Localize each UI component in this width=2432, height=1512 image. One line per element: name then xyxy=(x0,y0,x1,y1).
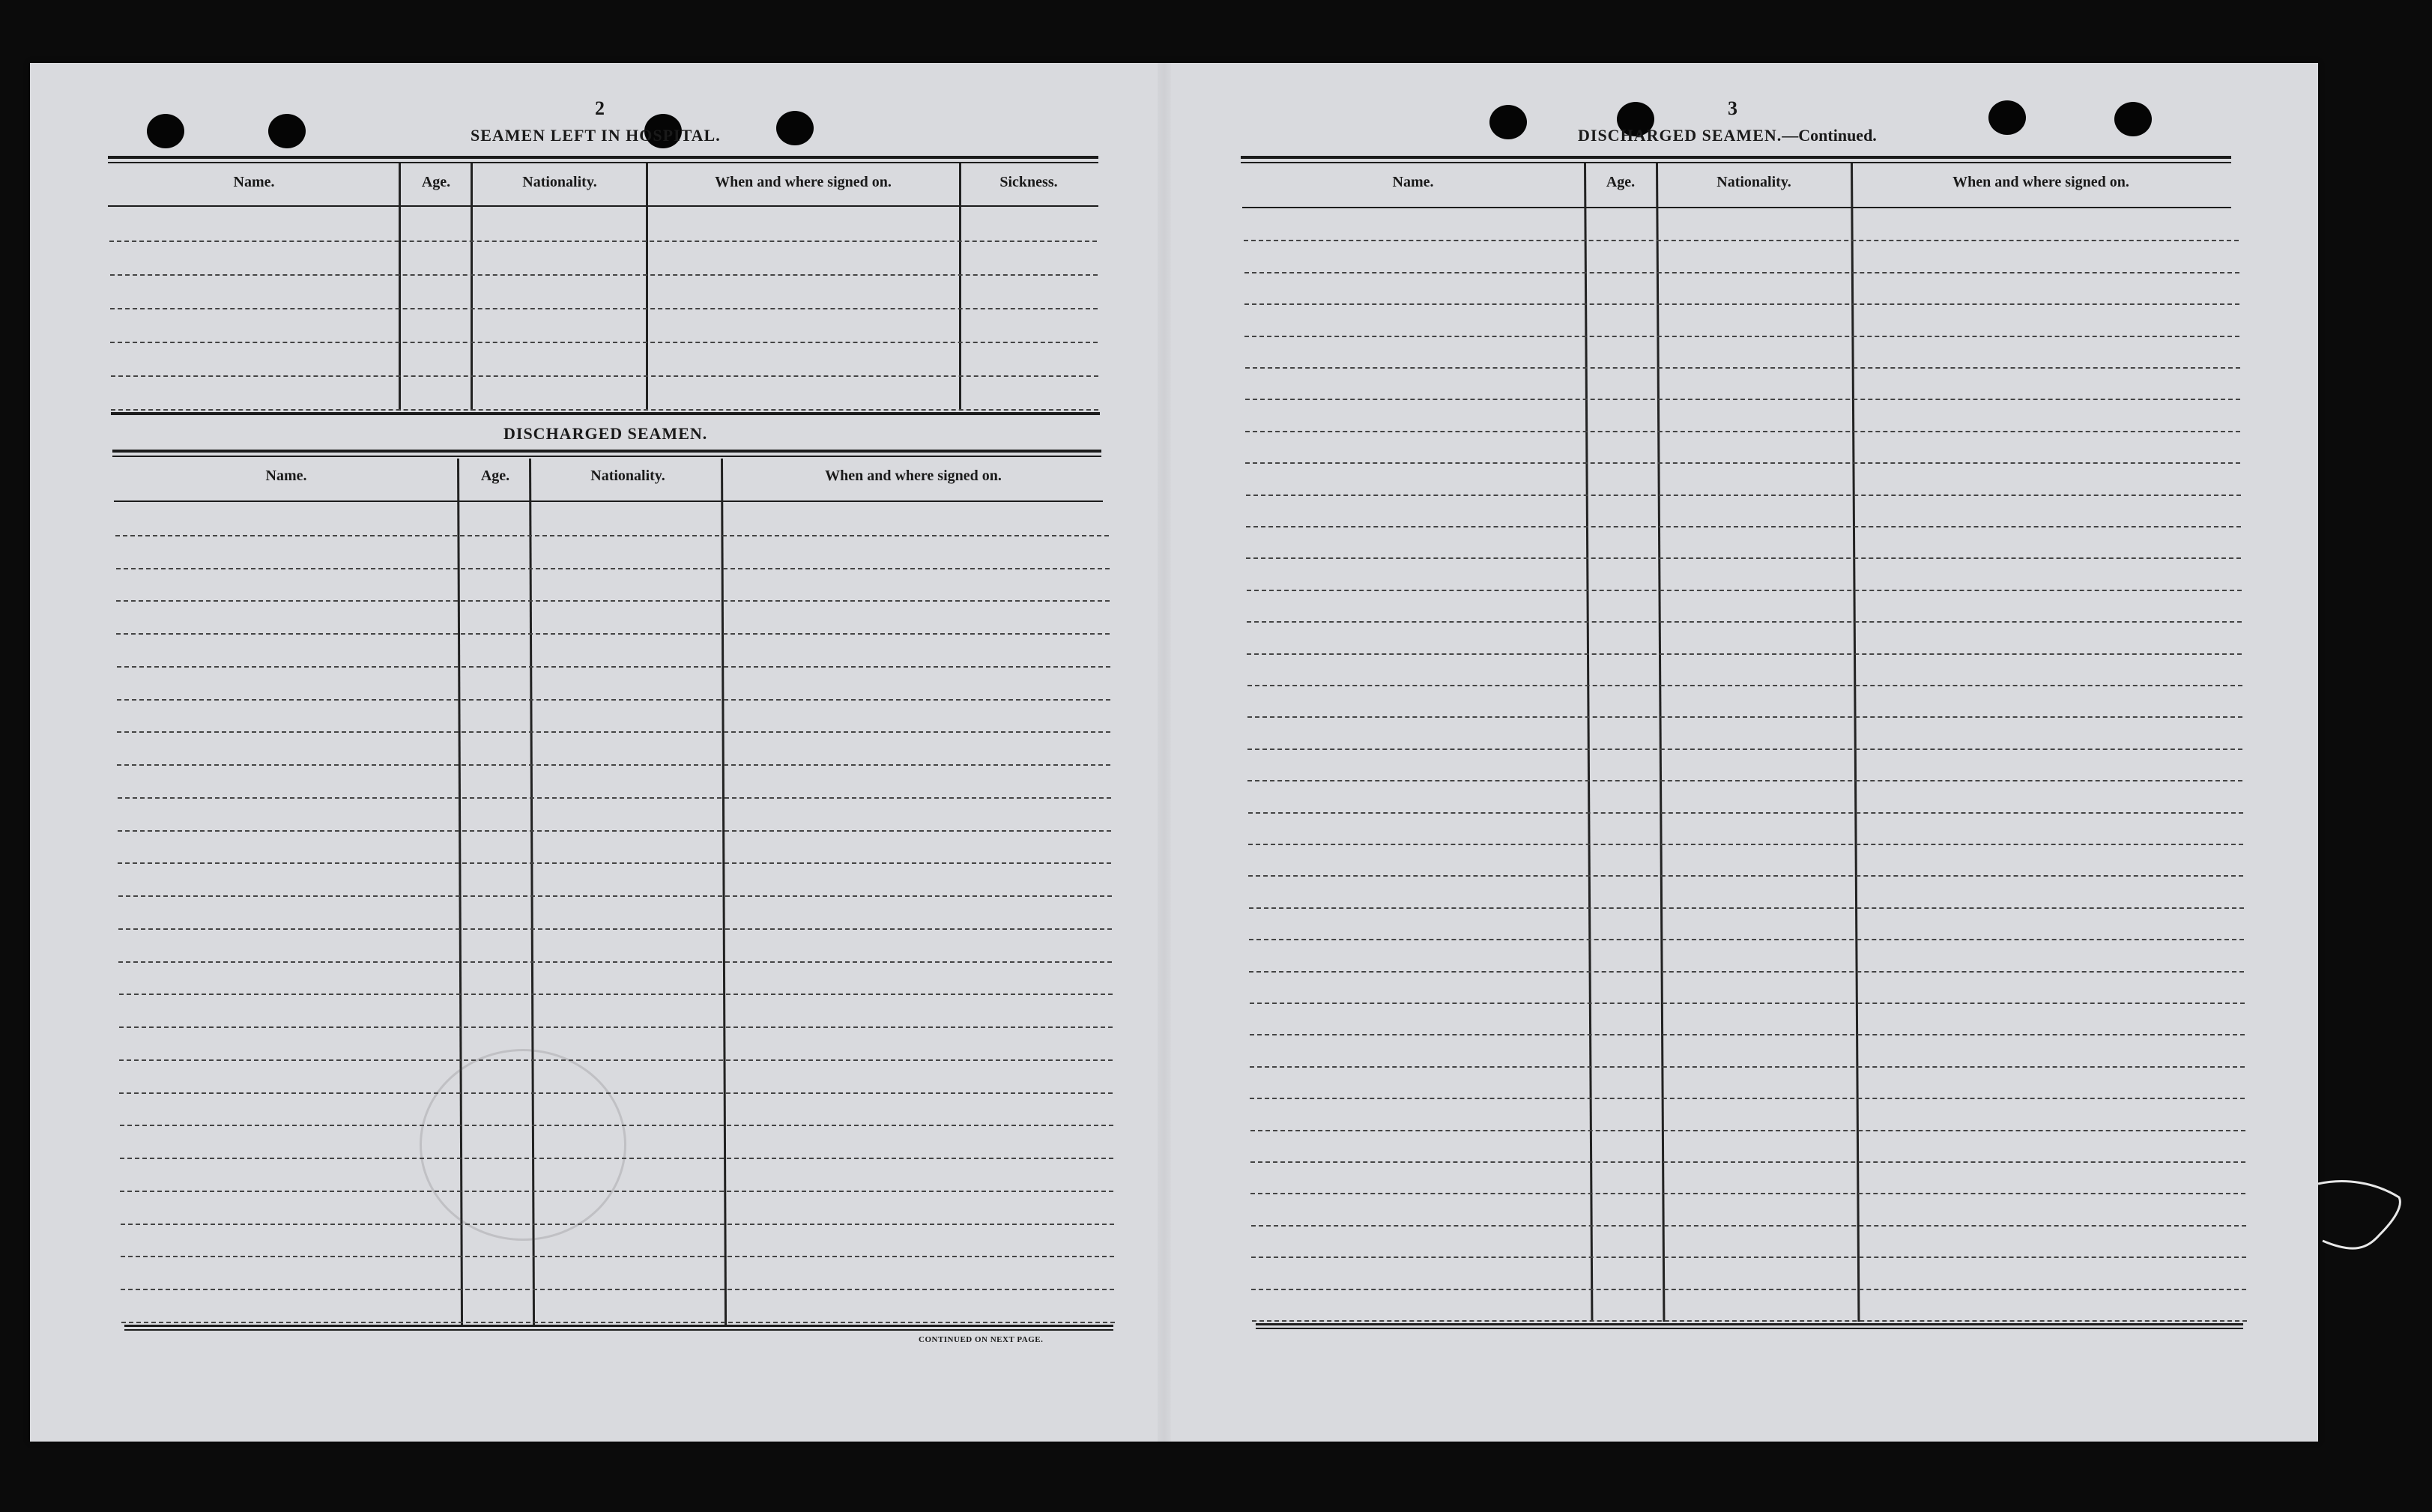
page-number-right: 3 xyxy=(1728,97,1737,119)
ruled-row-line xyxy=(121,1224,1114,1225)
ruled-row-line xyxy=(121,1289,1114,1290)
ruled-row-line xyxy=(1250,1130,2245,1131)
punch-hole xyxy=(1489,105,1527,139)
ruled-row-line xyxy=(117,731,1110,733)
right-head-rule xyxy=(1242,207,2231,208)
ruled-row-line xyxy=(1247,621,2242,623)
tag-string-loop xyxy=(2315,1176,2413,1259)
ruled-row-line xyxy=(1250,1003,2245,1004)
discharged-col-name: Name. xyxy=(265,468,307,484)
ruled-row-line xyxy=(1248,875,2243,877)
ruled-row-line xyxy=(1247,749,2242,750)
ruled-row-line xyxy=(119,1026,1113,1028)
ruled-row-line xyxy=(1245,462,2240,464)
discharged-head-rule xyxy=(114,501,1103,502)
hospital-col-age: Age. xyxy=(421,174,451,190)
right-bottom-rule-thin xyxy=(1256,1328,2243,1329)
ruled-row-line xyxy=(119,1092,1113,1094)
right-top-rule-thin xyxy=(1241,162,2231,163)
ruled-row-line xyxy=(117,699,1110,701)
discharged-bottom-rule-thin xyxy=(124,1329,1113,1331)
hospital-col-divider xyxy=(959,163,961,411)
ruled-row-line xyxy=(1251,1225,2246,1227)
ruled-row-line xyxy=(1251,1257,2246,1258)
hospital-col-sickness: Sickness. xyxy=(999,174,1058,190)
punch-hole xyxy=(268,114,306,148)
ruled-row-line xyxy=(119,994,1113,995)
ruled-row-line xyxy=(117,764,1110,766)
discharged-continued-title-suffix: —Continued. xyxy=(1782,126,1877,145)
ruled-row-line xyxy=(110,342,1098,343)
discharged-col-nationality: Nationality. xyxy=(590,468,665,484)
ruled-row-line xyxy=(1250,1098,2245,1099)
center-fold xyxy=(1158,63,1171,1442)
ruled-row-line xyxy=(118,862,1111,864)
ruled-row-line xyxy=(1247,716,2242,718)
ruled-row-line xyxy=(1249,971,2244,973)
discharged-continued-title xyxy=(1578,126,1877,145)
ruled-row-line xyxy=(1244,272,2239,273)
discharged-continued-title-main: DISCHARGED SEAMEN. xyxy=(1578,126,1782,145)
ruled-row-line xyxy=(1249,907,2244,909)
ruled-row-line xyxy=(110,308,1098,309)
ruled-row-line xyxy=(1245,399,2240,400)
discharged-col-age: Age. xyxy=(480,468,510,484)
page-number-left: 2 xyxy=(595,97,605,119)
punch-hole xyxy=(147,114,184,148)
discharged-top-rule xyxy=(112,450,1101,453)
ruled-row-line xyxy=(118,961,1112,963)
ruled-row-line xyxy=(1247,685,2242,686)
ruled-row-line xyxy=(1247,590,2242,591)
ruled-row-line xyxy=(1250,1066,2245,1068)
ruled-row-line xyxy=(1248,844,2243,845)
ruled-row-line xyxy=(1246,526,2241,527)
discharged-bottom-rule xyxy=(124,1325,1113,1327)
ruled-row-line xyxy=(116,568,1110,569)
faded-stamp xyxy=(420,1049,626,1241)
ruled-row-line xyxy=(1244,240,2239,241)
ruled-row-line xyxy=(110,274,1098,276)
ruled-row-line xyxy=(1252,1320,2247,1322)
ruled-row-line xyxy=(1250,1193,2245,1194)
ruled-row-line xyxy=(111,375,1098,377)
discharged-top-rule-thin xyxy=(112,456,1101,457)
ruled-row-line xyxy=(117,666,1110,668)
hospital-bottom-rule xyxy=(111,412,1100,415)
ruled-row-line xyxy=(116,633,1110,635)
ruled-row-line xyxy=(121,1256,1114,1257)
ruled-row-line xyxy=(1247,653,2242,655)
discharged-col-signed-on: When and where signed on. xyxy=(825,468,1002,484)
ruled-row-line xyxy=(1250,1034,2245,1035)
hospital-top-rule xyxy=(108,156,1098,159)
hospital-top-rule-thin xyxy=(108,162,1098,163)
punch-hole xyxy=(776,111,814,145)
ruled-row-line xyxy=(116,600,1110,602)
ruled-row-line xyxy=(1248,812,2243,814)
ruled-row-line xyxy=(118,830,1111,832)
hospital-section-title: SEAMEN LEFT IN HOSPITAL. xyxy=(471,126,721,145)
punch-hole xyxy=(2114,102,2152,136)
ruled-row-line xyxy=(1251,1289,2246,1290)
punch-hole xyxy=(1988,100,2026,135)
ruled-row-line xyxy=(118,928,1112,930)
ruled-row-line xyxy=(115,535,1109,536)
hospital-col-divider xyxy=(646,163,648,411)
ruled-row-line xyxy=(1245,431,2240,432)
right-bottom-rule xyxy=(1256,1323,2243,1325)
right-col-age: Age. xyxy=(1606,174,1636,190)
ruled-row-line xyxy=(118,895,1112,897)
ruled-row-line xyxy=(1250,1161,2245,1163)
right-col-name: Name. xyxy=(1392,174,1434,190)
ruled-row-line xyxy=(120,1191,1113,1192)
hospital-head-rule xyxy=(108,205,1098,207)
hospital-col-name: Name. xyxy=(233,174,275,190)
ruled-row-line xyxy=(1244,303,2239,305)
document-paper xyxy=(30,63,2318,1442)
continued-note: CONTINUED ON NEXT PAGE. xyxy=(919,1335,1044,1344)
ruled-row-line xyxy=(119,1059,1113,1061)
right-top-rule xyxy=(1241,156,2231,159)
ruled-row-line xyxy=(1246,557,2241,559)
ruled-row-line xyxy=(111,409,1098,411)
discharged-section-title: DISCHARGED SEAMEN. xyxy=(503,424,708,443)
ruled-row-line xyxy=(1249,939,2244,940)
hospital-col-divider xyxy=(471,163,473,411)
hospital-col-divider xyxy=(399,163,401,411)
ruled-row-line xyxy=(1244,336,2239,337)
ruled-row-line xyxy=(1247,780,2242,781)
ruled-row-line xyxy=(1246,495,2241,496)
right-col-signed-on: When and where signed on. xyxy=(1952,174,2129,190)
ruled-row-line xyxy=(109,241,1097,242)
right-col-nationality: Nationality. xyxy=(1716,174,1791,190)
hospital-col-nationality: Nationality. xyxy=(522,174,597,190)
hospital-col-signed-on: When and where signed on. xyxy=(715,174,892,190)
ruled-row-line xyxy=(118,797,1111,799)
ruled-row-line xyxy=(1245,367,2240,369)
ruled-row-line xyxy=(121,1322,1115,1323)
